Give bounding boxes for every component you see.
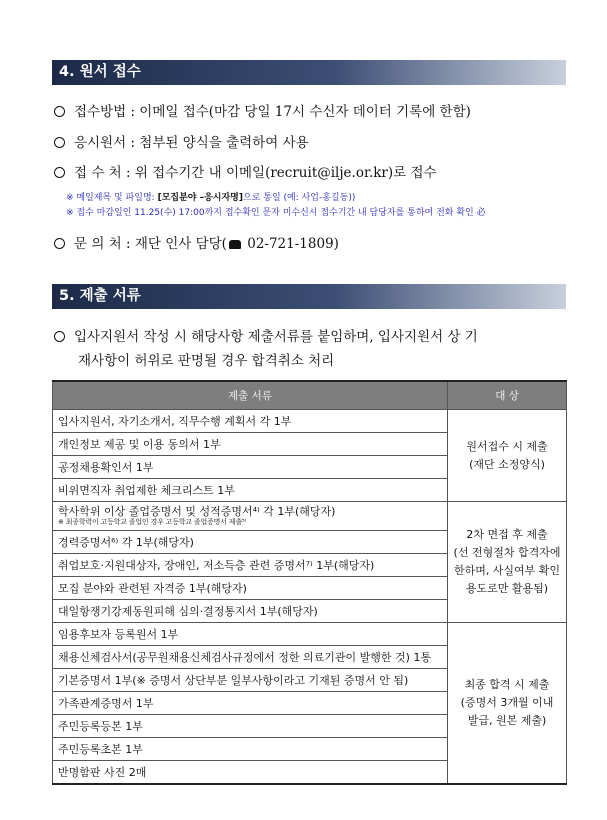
deadline-note: ※ 접수 마감일인 11.25(수) 17:00까지 접수확인 문자 미수신시 접수기간 내 담당자를 통하여 전화 확인 必 (66, 208, 486, 218)
document-cell: 대일항쟁기강제동원피해 심의·결정통지서 1부(해당자) (53, 600, 448, 623)
section-4-header: 4. 원서 접수 (52, 60, 566, 85)
application-form-item: 응시원서 : 첨부된 양식을 출력하여 사용 (54, 131, 309, 151)
phone-icon (229, 240, 241, 249)
target-cell-application (448, 410, 567, 502)
document-cell: 기본증명서 1부(※ 증명서 상단부분 일부사항이라고 기재된 증명서 안 됨) (53, 669, 448, 692)
document-cell: 가족관계증명서 1부 (53, 692, 448, 715)
circle-bullet-icon (54, 167, 65, 178)
table-header-row (53, 381, 567, 410)
document-cell: 채용신체검사서(공무원채용신체검사규정에서 정한 의료기관이 발행한 것) 1통 (53, 646, 448, 669)
apply-method-item: 접수방법 : 이메일 접수(마감 당일 17시 수신자 데이터 기록에 한함) (54, 100, 471, 120)
document-cell: 임용후보자 등록원서 1부 (53, 623, 448, 646)
document-cell: 주민등록초본 1부 (53, 738, 448, 761)
target-line: (재단 소정양식) (469, 457, 545, 471)
paragraph-line-2: 재사항이 허위로 판명될 경우 합격취소 처리 (78, 353, 335, 369)
submission-place-item: 접 수 처 : 위 접수기간 내 이메일(recruit@ilje.or.kr)로 접수 (54, 161, 437, 181)
document-cell-degree: 학사학위 이상 졸업증명서 및 성적증명서⁴⁾ 각 1부(해당자) ※ 최종학력이 고등학교 졸업인 경우 고등학교 졸업증명서 제출⁵⁾ (53, 502, 448, 531)
target-line: (선 전형절차 합격자에 (453, 546, 561, 559)
header-documents: 제출 서류 (53, 381, 448, 410)
high-school-note: ※ 최종학력이 고등학교 졸업인 경우 고등학교 졸업증명서 제출⁵⁾ (58, 518, 247, 526)
table-row (53, 502, 567, 531)
documents-table (52, 380, 567, 785)
email-subject-note: ※ 메일제목 및 파일명: [모집분야 –응시자명]으로 통일 (예: 사업-홍길동)) (66, 193, 356, 203)
circle-bullet-icon (54, 331, 65, 342)
submission-paragraph (54, 325, 566, 373)
target-line: 원서접수 시 제출 (466, 439, 548, 453)
document-cell: 개인정보 제공 및 이용 동의서 1부 (53, 433, 448, 456)
paragraph-line-1: 입사지원서 작성 시 해당사항 제출서류를 붙임하며, 입사지원서 상 기 (54, 329, 478, 345)
table-row (53, 410, 567, 433)
target-cell-final (448, 623, 567, 785)
document-cell: 입사지원서, 자기소개서, 직무수행 계획서 각 1부 (53, 410, 448, 433)
document-cell: 경력증명서⁶⁾ 각 1부(해당자) (53, 531, 448, 554)
target-line: 최종 합격 시 제출 (464, 678, 550, 691)
target-line: (증명서 3개월 이내 (460, 696, 554, 709)
circle-bullet-icon (54, 137, 65, 148)
document-cell: 반명함판 사진 2매 (53, 761, 448, 785)
section-5-header: 5. 제출 서류 (52, 284, 566, 309)
target-cell-interview (448, 502, 567, 623)
document-cell: 취업보호·지원대상자, 장애인, 저소득층 관련 증명서⁷⁾ 1부(해당자) (53, 554, 448, 577)
header-target: 대 상 (448, 381, 567, 410)
target-line: 2차 면접 후 제출 (466, 528, 548, 541)
table-row (53, 623, 567, 646)
circle-bullet-icon (54, 238, 65, 249)
circle-bullet-icon (54, 106, 65, 117)
target-line: 용도로만 활용됨) (465, 582, 549, 595)
document-cell: 비위면직자 취업제한 체크리스트 1부 (53, 479, 448, 502)
contact-item: 문 의 처 : 재단 인사 담당( 02-721-1809) (54, 232, 339, 252)
document-cell: 모집 분야와 관련된 자격증 1부(해당자) (53, 577, 448, 600)
target-line: 발급, 원본 제출) (467, 714, 547, 727)
document-cell: 공정채용확인서 1부 (53, 456, 448, 479)
target-line: 한하며, 사실여부 확인 (453, 564, 561, 577)
document-cell: 주민등록등본 1부 (53, 715, 448, 738)
